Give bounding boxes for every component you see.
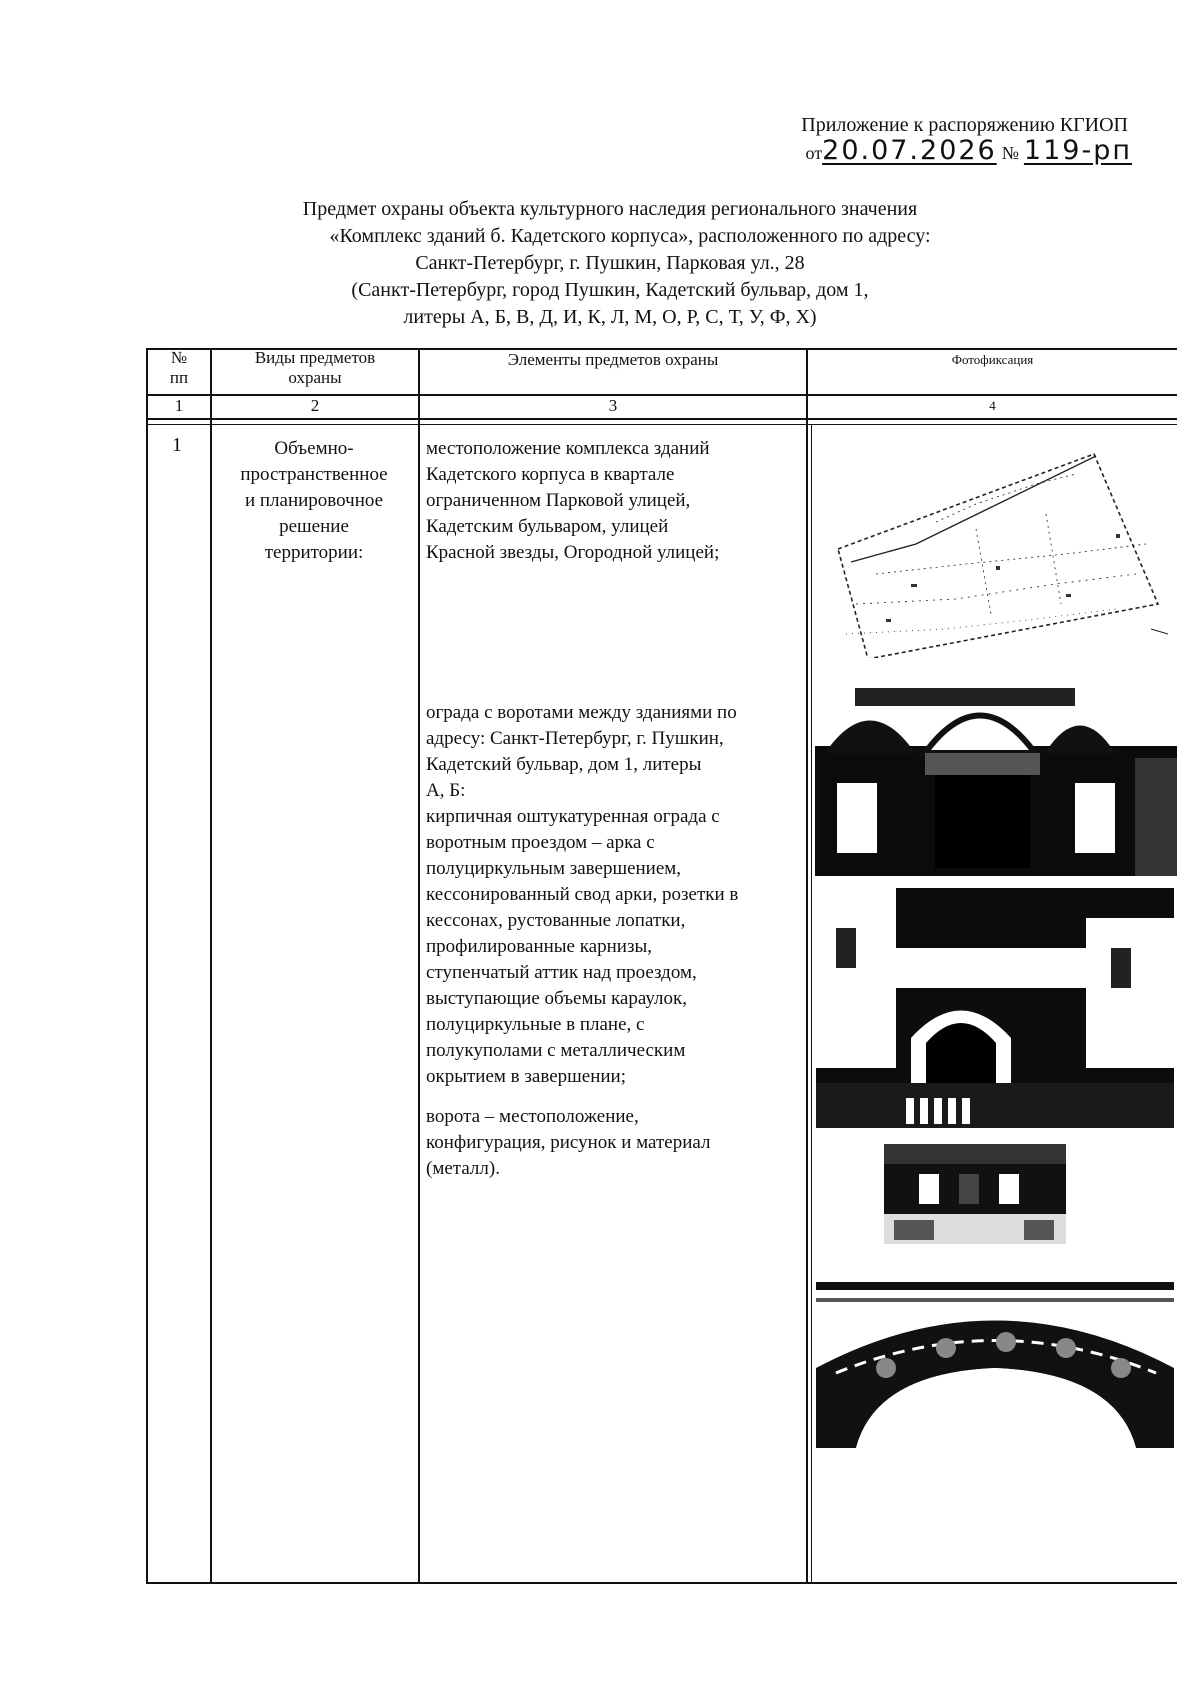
- title-line-4: (Санкт-Петербург, город Пушкин, Кадетский бульвар, дом 1,: [351, 279, 869, 301]
- element-line: воротным проездом – арка с: [426, 832, 655, 853]
- annex-date-number: [640, 135, 1140, 166]
- element-line: полукуполами с металлическим: [426, 1040, 686, 1061]
- element-line: (металл).: [426, 1158, 500, 1179]
- type-line: и планировочное: [244, 490, 384, 511]
- element-line: местоположение комплекса зданий: [426, 438, 710, 459]
- numbering-divider-double: [146, 424, 1177, 425]
- number-sign: №: [1001, 143, 1019, 163]
- annex-label: Приложение к распоряжению КГИОП: [801, 114, 1128, 136]
- annex-header: [640, 112, 1140, 166]
- element-line: кессонированный свод арки, розетки в: [426, 884, 739, 905]
- element-line: Красной звезды, Огородной улицей;: [426, 542, 720, 563]
- element-line: полуциркульным завершением,: [426, 858, 682, 879]
- element-line: ограда с воротами между зданиями по: [426, 702, 737, 723]
- table-bottom-border: [146, 1582, 1177, 1584]
- element-block-fence: [426, 700, 796, 1090]
- col-border-3: [806, 348, 808, 1584]
- header-num-line2: пп: [169, 368, 189, 387]
- element-line: выступающие объемы караулок,: [426, 988, 687, 1009]
- title-line-1: Предмет охраны объекта культурного наследия регионального значения: [302, 198, 918, 220]
- gate-photo-2: [816, 888, 1174, 1128]
- header-types: [212, 348, 418, 388]
- col-border-3-double: [811, 424, 812, 1582]
- element-line: ограниченном Парковой улицей,: [426, 490, 691, 511]
- header-types-line2: охраны: [288, 368, 342, 387]
- numbering-2: 2: [310, 396, 320, 415]
- protection-type: [214, 436, 414, 566]
- numbering-3: 3: [608, 396, 618, 415]
- type-line: Объемно-: [274, 438, 354, 459]
- element-line: окрытием в завершении;: [426, 1066, 626, 1087]
- header-elements: Элементы предметов охраны: [507, 350, 719, 369]
- col-border-1: [210, 348, 212, 1584]
- element-line: полуциркульные в плане, с: [426, 1014, 645, 1035]
- element-line: конфигурация, рисунок и материал: [426, 1132, 711, 1153]
- document-title: [160, 196, 1060, 331]
- header-num: [148, 348, 210, 388]
- element-line: Кадетским бульваром, улицей: [426, 516, 669, 537]
- arch-coffer-photo: [816, 1278, 1174, 1448]
- element-line: адресу: Санкт-Петербург, г. Пушкин,: [426, 728, 724, 749]
- element-line: Кадетского корпуса в квартале: [426, 464, 675, 485]
- element-line: ступенчатый аттик над проездом,: [426, 962, 697, 983]
- type-line: пространственное: [240, 464, 388, 485]
- annex-number: 119-рп: [1023, 135, 1132, 166]
- site-plan-image: [816, 434, 1171, 674]
- col-border-left: [146, 348, 148, 1584]
- title-line-5: литеры А, Б, В, Д, И, К, Л, М, О, Р, С, Т, У, Ф, Х): [403, 306, 817, 328]
- element-block-location: [426, 436, 796, 566]
- element-line: Кадетский бульвар, дом 1, литеры: [426, 754, 702, 775]
- numbering-4: 4: [989, 398, 996, 413]
- from-prefix: от: [805, 143, 823, 163]
- gate-detail-photo: [884, 1144, 1066, 1244]
- element-block-gates: [426, 1104, 796, 1182]
- element-line: профилированные карнизы,: [426, 936, 652, 957]
- header-num-line1: №: [170, 348, 188, 367]
- title-line-2: «Комплекс зданий б. Кадетского корпуса», расположенного по адресу:: [329, 225, 931, 247]
- type-line: территории:: [264, 542, 364, 563]
- element-line: кирпичная оштукатуренная ограда с: [426, 806, 720, 827]
- header-photo: Фотофиксация: [951, 352, 1034, 367]
- numbering-divider: [146, 418, 1177, 420]
- annex-date: 20.07.2026: [822, 135, 997, 166]
- col-border-2: [418, 348, 420, 1584]
- type-line: решение: [279, 516, 349, 537]
- gate-photo-1: [815, 658, 1177, 876]
- protection-table: [146, 348, 1177, 1584]
- header-types-line1: Виды предметов: [254, 348, 376, 367]
- element-line: ворота – местоположение,: [426, 1106, 639, 1127]
- numbering-1: 1: [174, 396, 184, 415]
- element-line: А, Б:: [426, 780, 466, 801]
- element-line: кессонах, рустованные лопатки,: [426, 910, 686, 931]
- title-line-3: Санкт-Петербург, г. Пушкин, Парковая ул., 28: [415, 252, 805, 274]
- row-number: 1: [172, 434, 182, 456]
